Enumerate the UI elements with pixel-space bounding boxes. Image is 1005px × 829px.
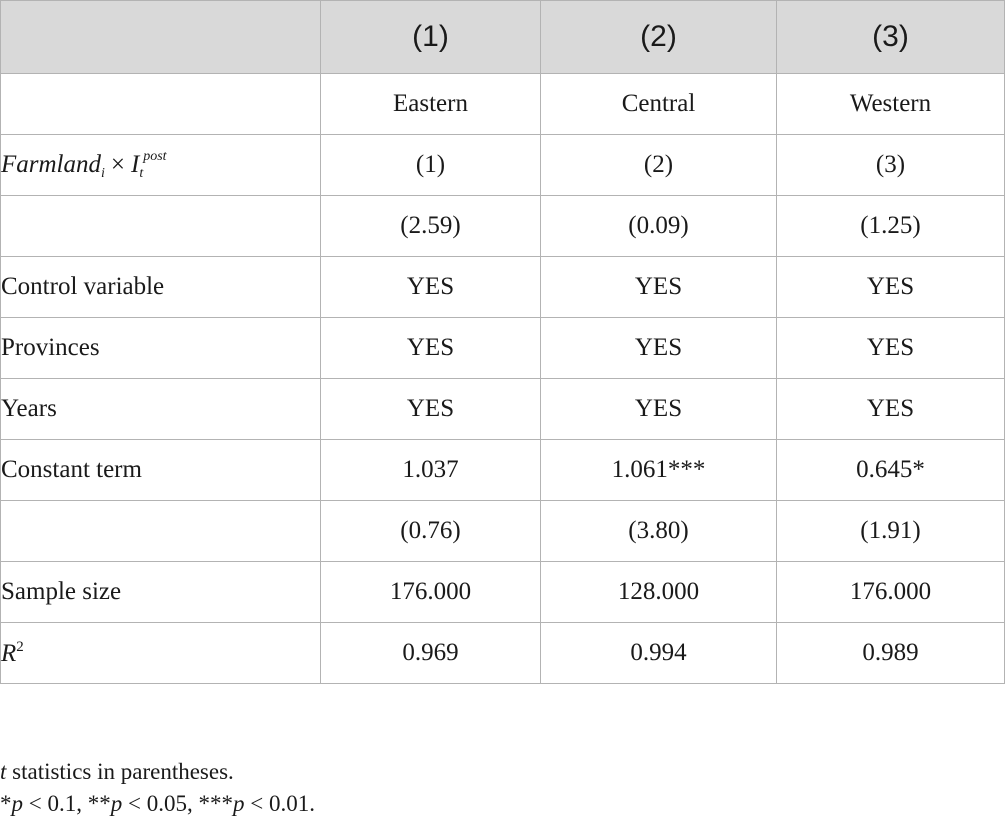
cell-value: YES — [321, 257, 541, 318]
row-label-math — [1, 135, 321, 196]
cell-value: (3.80) — [541, 501, 777, 562]
cell-value: Western — [777, 74, 1005, 135]
row-label — [1, 196, 321, 257]
header-cell-col1: (1) — [321, 1, 541, 74]
cell-value: 176.000 — [321, 562, 541, 623]
table-row — [1, 318, 1005, 379]
table-footnotes — [0, 756, 315, 820]
row-label: Control variable — [1, 257, 321, 318]
footnote-significance — [0, 788, 315, 820]
cell-value: 1.037 — [321, 440, 541, 501]
math-base2: I — [131, 150, 140, 178]
cell-value: YES — [541, 257, 777, 318]
cell-value: YES — [777, 257, 1005, 318]
r2-base: R — [1, 639, 17, 667]
cell-value: YES — [541, 318, 777, 379]
math-base: Farmland — [1, 150, 101, 178]
cell-value: 0.989 — [777, 623, 1005, 684]
cell-value: (0.76) — [321, 501, 541, 562]
row-label-r2 — [1, 623, 321, 684]
cell-value: (2) — [541, 135, 777, 196]
header-row — [1, 1, 1005, 74]
cell-value: (2.59) — [321, 196, 541, 257]
footnote-t-statistics — [0, 756, 315, 788]
cell-value: 0.969 — [321, 623, 541, 684]
table-row — [1, 501, 1005, 562]
row-label: Sample size — [1, 562, 321, 623]
table-row — [1, 440, 1005, 501]
cell-value: (1.91) — [777, 501, 1005, 562]
cell-value: (1.25) — [777, 196, 1005, 257]
cell-value: 128.000 — [541, 562, 777, 623]
footnote-t-text: statistics in parentheses. — [6, 759, 234, 784]
cell-value: 1.061*** — [541, 440, 777, 501]
sig-part: < 0.1, ** — [23, 791, 111, 816]
row-label — [1, 74, 321, 135]
cell-value: YES — [321, 318, 541, 379]
row-label: Years — [1, 379, 321, 440]
table-row — [1, 562, 1005, 623]
row-label: Provinces — [1, 318, 321, 379]
cell-value: YES — [541, 379, 777, 440]
cell-value: Eastern — [321, 74, 541, 135]
math-superscript2: post — [143, 148, 167, 164]
cell-value: (3) — [777, 135, 1005, 196]
table-row — [1, 379, 1005, 440]
sig-part: < 0.05, *** — [122, 791, 233, 816]
cell-value: 0.994 — [541, 623, 777, 684]
cell-value: (0.09) — [541, 196, 777, 257]
header-cell-col2: (2) — [541, 1, 777, 74]
cell-value: 0.645* — [777, 440, 1005, 501]
table-row — [1, 623, 1005, 684]
header-cell-col3: (3) — [777, 1, 1005, 74]
math-subscript2: t — [139, 165, 144, 181]
r2-superscript: 2 — [16, 638, 24, 655]
math-subscript: i — [101, 165, 105, 181]
sig-part: < 0.01. — [244, 791, 315, 816]
cell-value: (1) — [321, 135, 541, 196]
row-label: Constant term — [1, 440, 321, 501]
cell-value: YES — [321, 379, 541, 440]
table-row — [1, 196, 1005, 257]
header-cell-empty — [1, 1, 321, 74]
cell-value: Central — [541, 74, 777, 135]
math-times: × — [110, 150, 125, 178]
cell-value: YES — [777, 318, 1005, 379]
sig-part: p — [11, 791, 23, 816]
cell-value: YES — [777, 379, 1005, 440]
row-label — [1, 501, 321, 562]
sig-part: p — [232, 791, 245, 816]
table-row — [1, 74, 1005, 135]
sig-part: p — [110, 791, 123, 816]
table-row — [1, 257, 1005, 318]
cell-value: 176.000 — [777, 562, 1005, 623]
table-row — [1, 135, 1005, 196]
sig-part: * — [0, 791, 12, 816]
footnote-t-symbol: t — [0, 759, 7, 784]
